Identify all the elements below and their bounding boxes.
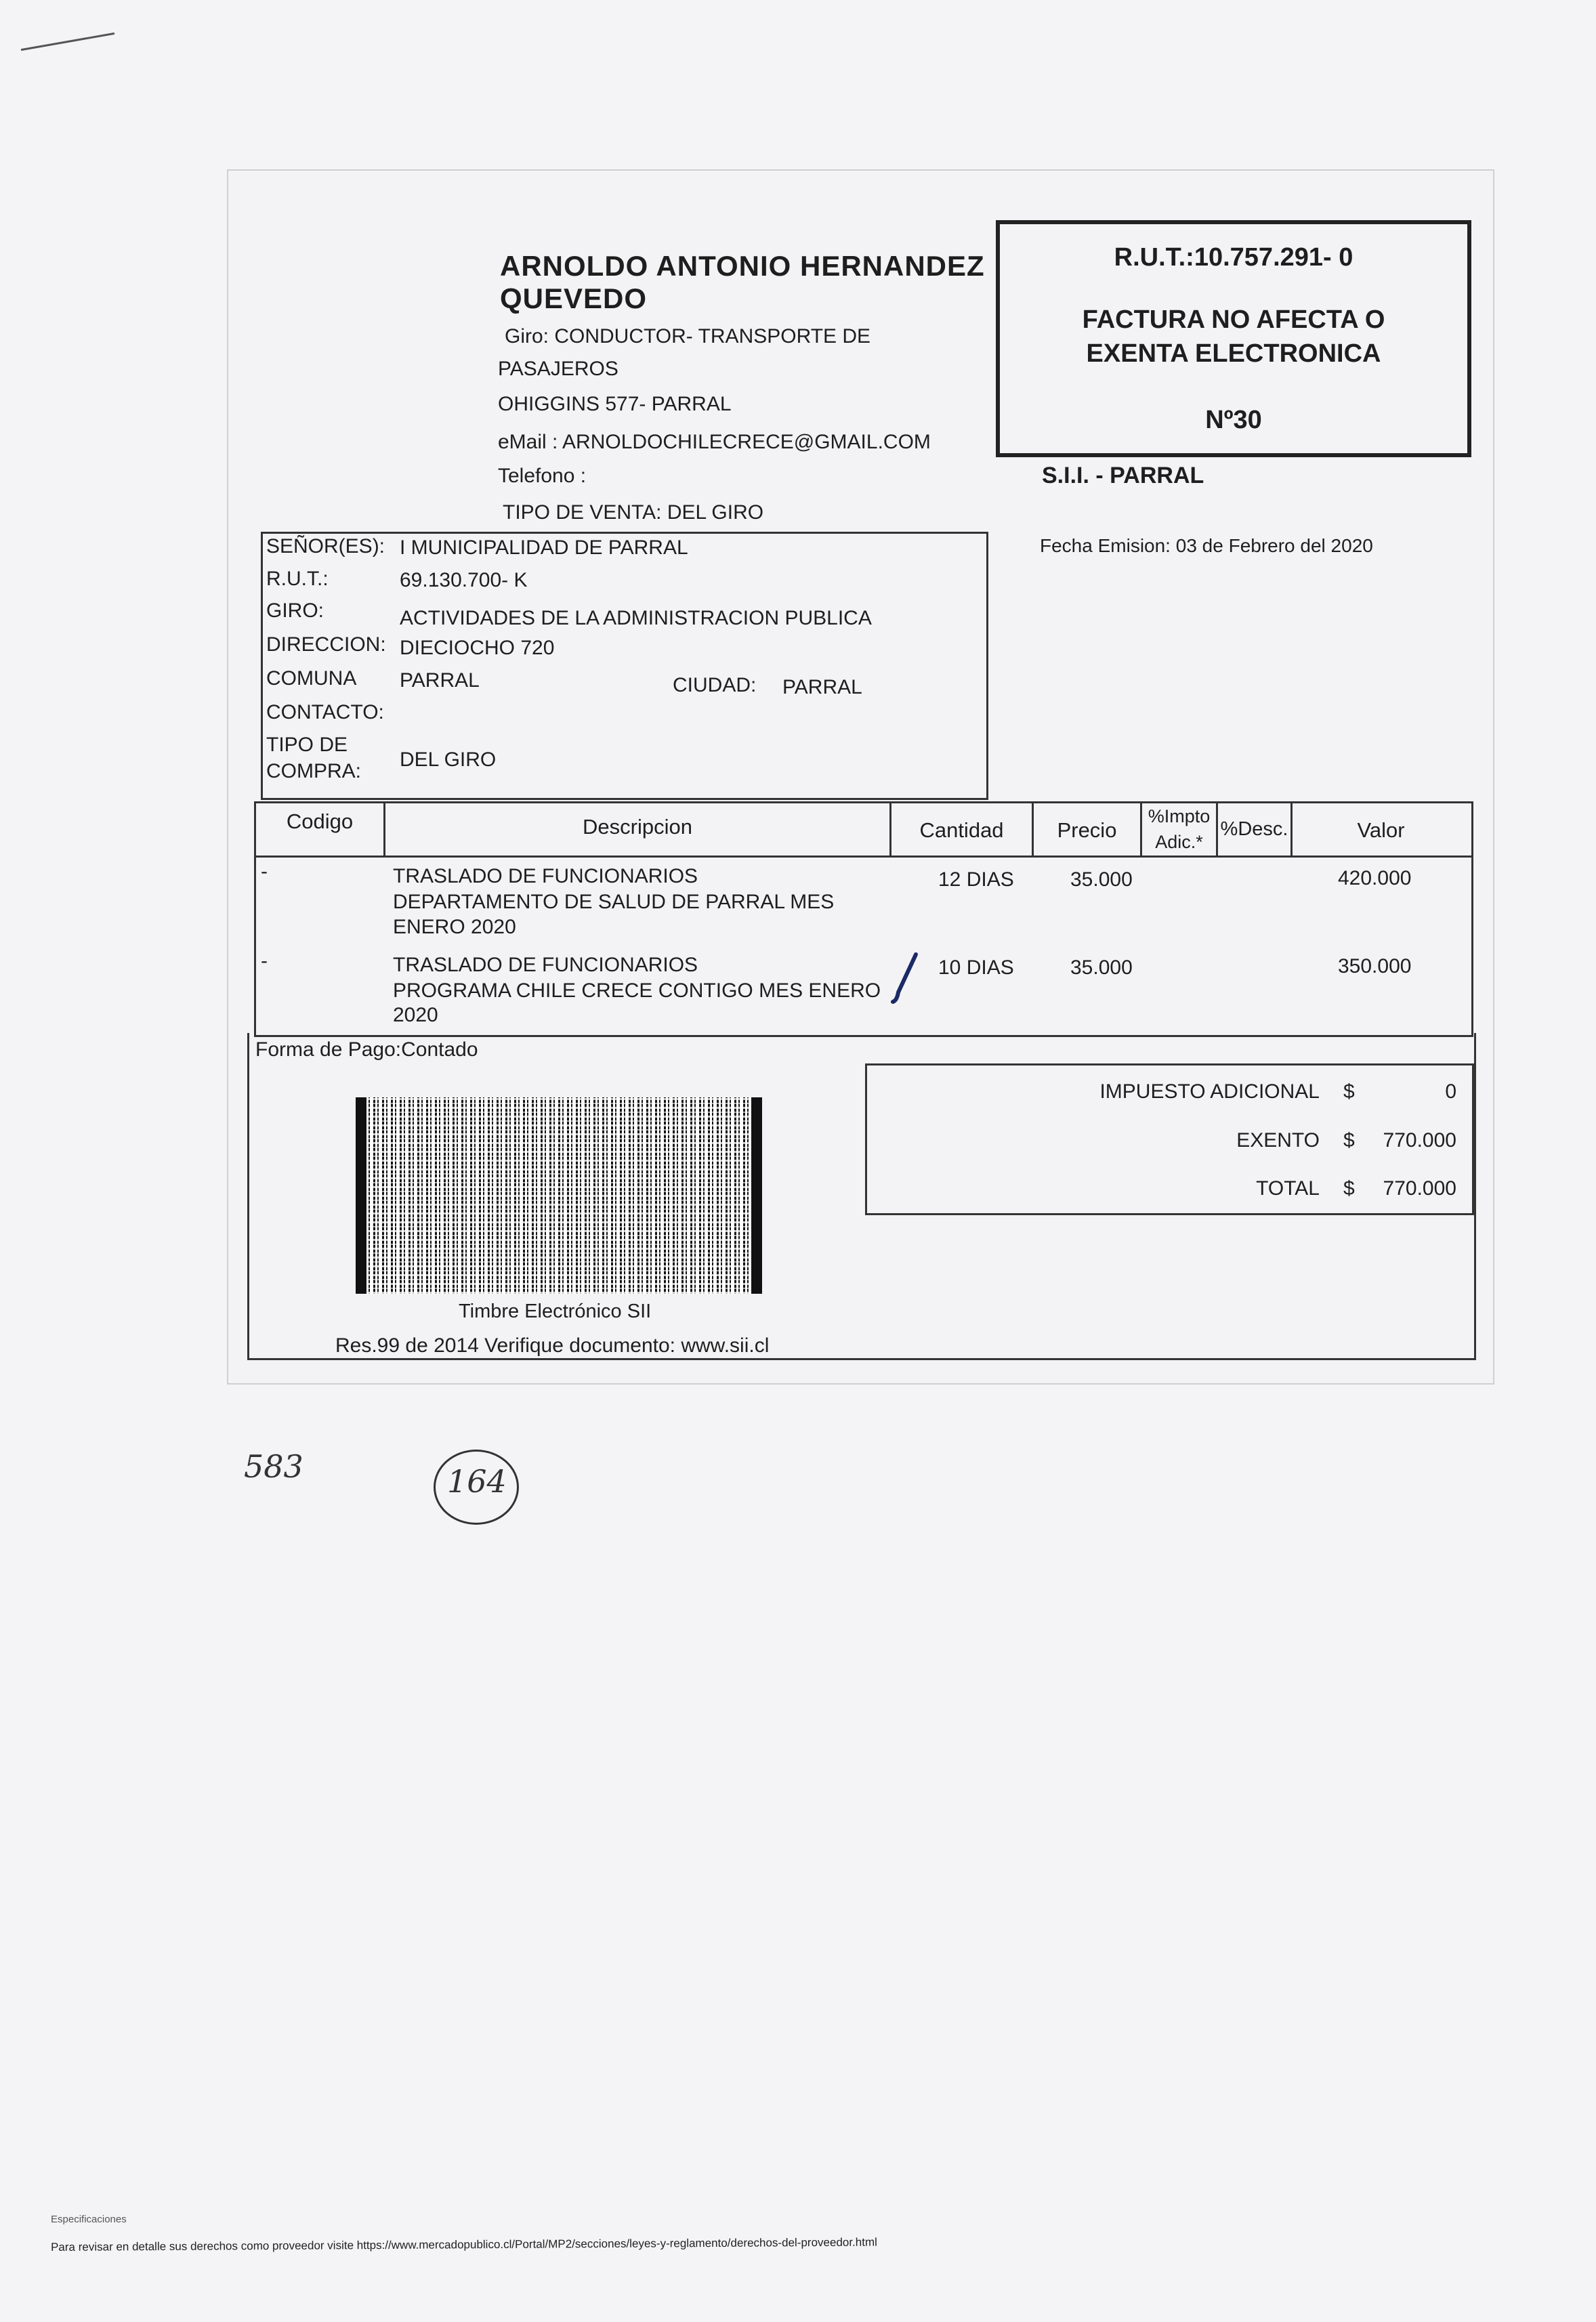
impuesto-label: IMPUESTO ADICIONAL <box>1099 1080 1320 1103</box>
giro-value: ACTIVIDADES DE LA ADMINISTRACION PUBLICA <box>400 607 872 629</box>
issuer-address: OHIGGINS 577- PARRAL <box>498 393 732 415</box>
header-desc: %Desc. <box>1220 818 1288 840</box>
issuer-email: eMail : ARNOLDOCHILECRECE@GMAIL.COM <box>498 431 931 453</box>
sii-office: S.I.I. - PARRAL <box>1042 463 1204 488</box>
issuer-rut: R.U.T.:10.757.291- 0 <box>1114 243 1353 272</box>
exento-currency: $ <box>1343 1129 1355 1152</box>
row1-desc-line3: ENERO 2020 <box>393 916 516 938</box>
header-valor: Valor <box>1357 818 1405 842</box>
row1-desc-line1: TRASLADO DE FUNCIONARIOS <box>393 865 698 887</box>
row1-precio: 35.000 <box>1070 868 1133 891</box>
comuna-value: PARRAL <box>400 669 480 692</box>
doc-type-line2: EXENTA ELECTRONICA <box>1086 339 1381 368</box>
impuesto-currency: $ <box>1343 1080 1355 1103</box>
issuer-giro-line2: PASAJEROS <box>498 358 618 380</box>
footer-heading: Especificaciones <box>51 2214 127 2225</box>
timbre-barcode <box>356 1097 762 1294</box>
row2-valor: 350.000 <box>1338 955 1412 977</box>
doc-type-line1: FACTURA NO AFECTA O <box>1082 305 1385 334</box>
rut-value: 69.130.700- K <box>400 569 528 591</box>
issuer-name-line2: QUEVEDO <box>500 282 648 314</box>
issuer-telefono: Telefono : <box>498 465 587 487</box>
row2-desc-line2: PROGRAMA CHILE CRECE CONTIGO MES ENERO <box>393 979 881 1002</box>
header-cantidad: Cantidad <box>919 818 1004 842</box>
impuesto-value: 0 <box>1445 1080 1456 1103</box>
footer-link-text[interactable]: Para revisar en detalle sus derechos como proveedor visite https://www.mercadopublico.cl/Portal/MP2/secciones/leyes-y-reglamento/derechos-del-proveedor.html <box>51 2235 877 2254</box>
row2-desc-line3: 2020 <box>393 1004 438 1026</box>
forma-pago: Forma de Pago:Contado <box>255 1038 478 1061</box>
issuer-giro-line1: Giro: CONDUCTOR- TRANSPORTE DE <box>505 325 871 347</box>
ciudad-label: CIUDAD: <box>673 674 757 696</box>
tipo-compra-value: DEL GIRO <box>400 748 497 771</box>
total-value: 770.000 <box>1383 1177 1456 1200</box>
staple-mark <box>21 33 114 51</box>
contacto-label: CONTACTO: <box>266 701 384 723</box>
header-impto-line2: Adic.* <box>1155 832 1203 852</box>
tipo-compra-label1: TIPO DE <box>266 734 348 756</box>
comuna-label: COMUNA <box>266 667 357 690</box>
row1-cantidad: 12 DIAS <box>938 868 1014 891</box>
invoice-number: Nº30 <box>1205 406 1262 434</box>
direccion-value: DIECIOCHO 720 <box>400 637 555 659</box>
row2-cantidad: 10 DIAS <box>938 956 1014 979</box>
rut-box <box>996 220 1471 457</box>
header-descripcion: Descripcion <box>583 815 692 839</box>
timbre-label: Timbre Electrónico SII <box>459 1301 652 1322</box>
rut-label: R.U.T.: <box>266 568 329 590</box>
row2-codigo: - <box>261 950 268 972</box>
row2-precio: 35.000 <box>1070 956 1133 979</box>
header-impto-line1: %Impto <box>1148 806 1211 826</box>
receiver-box <box>261 532 988 800</box>
total-currency: $ <box>1343 1177 1355 1200</box>
senores-value: I MUNICIPALIDAD DE PARRAL <box>400 536 688 559</box>
row1-desc-line2: DEPARTAMENTO DE SALUD DE PARRAL MES <box>393 891 835 913</box>
exento-label: EXENTO <box>1236 1129 1320 1152</box>
issuer-tipo-venta: TIPO DE VENTA: DEL GIRO <box>503 501 764 524</box>
row1-codigo: - <box>261 860 268 883</box>
direccion-label: DIRECCION: <box>266 633 386 656</box>
giro-label: GIRO: <box>266 599 324 622</box>
fecha-emision: Fecha Emision: 03 de Febrero del 2020 <box>1040 535 1373 556</box>
header-precio: Precio <box>1057 818 1117 842</box>
handwritten-number: 583 <box>244 1448 303 1485</box>
resolucion-text: Res.99 de 2014 Verifique documento: www.sii.cl <box>335 1334 770 1357</box>
handwritten-circled-number: 164 <box>447 1463 507 1500</box>
total-label: TOTAL <box>1256 1177 1320 1200</box>
ciudad-value: PARRAL <box>782 676 862 698</box>
senores-label: SEÑOR(ES): <box>266 535 385 557</box>
check-mark <box>889 952 923 1006</box>
exento-value: 770.000 <box>1383 1129 1456 1152</box>
row2-desc-line1: TRASLADO DE FUNCIONARIOS <box>393 954 698 976</box>
header-codigo: Codigo <box>286 809 354 833</box>
row1-valor: 420.000 <box>1338 867 1412 889</box>
issuer-name-line1: ARNOLDO ANTONIO HERNANDEZ <box>500 250 985 282</box>
tipo-compra-label2: COMPRA: <box>266 760 362 782</box>
